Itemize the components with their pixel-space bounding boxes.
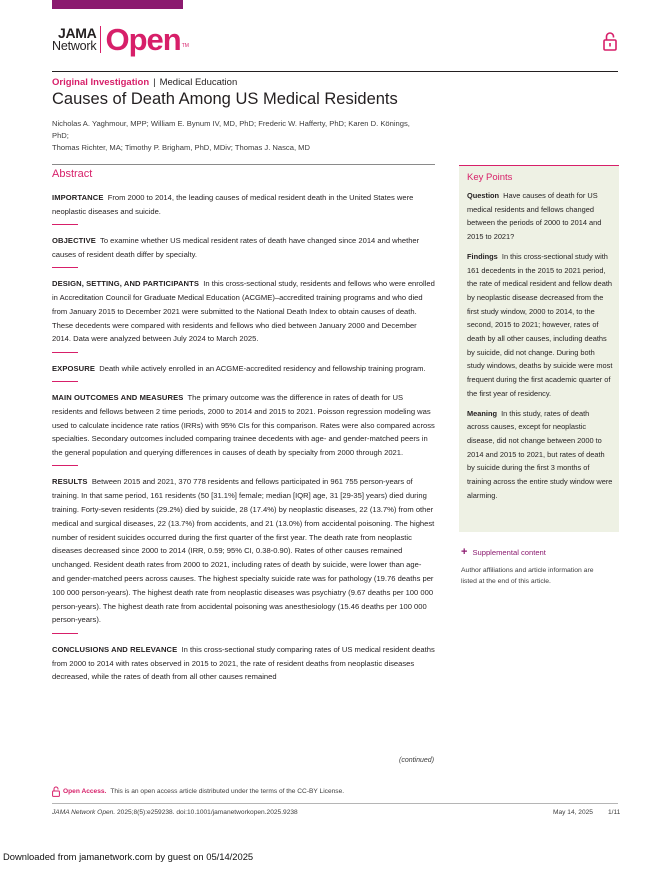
section-divider bbox=[52, 352, 78, 353]
supplemental-label: Supplemental content bbox=[472, 548, 546, 557]
key-points-box bbox=[459, 165, 619, 532]
section-label: OBJECTIVE bbox=[52, 236, 96, 246]
section-divider bbox=[52, 633, 78, 634]
authors-line-1: Nicholas A. Yaghmour, MPP; William E. Bynum IV, MD, PhD; Frederic W. Hafferty, PhD; Karen D. Könings, PhD; bbox=[52, 119, 410, 140]
section-text: To examine whether US medical resident rates of death have changed since 2014 and whether causes of resident death differ by specialty. bbox=[52, 236, 420, 259]
article-category: Medical Education bbox=[159, 77, 238, 88]
affiliations-note: Author affiliations and article information are listed at the end of this article. bbox=[461, 567, 594, 585]
section-label: MAIN OUTCOMES AND MEASURES bbox=[52, 392, 184, 402]
header-rule bbox=[52, 71, 618, 72]
key-point-label: Question bbox=[467, 191, 500, 200]
abstract-conclusions bbox=[52, 643, 435, 684]
section-text: In this cross-sectional study comparing rates of US medical resident deaths from 2000 to 2014 with rates observed in 2015 to 2021, the rate of resident deaths from neoplastic diseases decreased, while the rates of death from all other causes remained bbox=[52, 644, 435, 682]
author-list bbox=[52, 118, 422, 154]
section-text: Death while actively enrolled in an ACGME-accredited residency and fellowship training program. bbox=[99, 363, 426, 373]
continued-note: (continued) bbox=[399, 757, 435, 764]
section-divider bbox=[52, 267, 78, 268]
footer-citation bbox=[52, 809, 298, 816]
abstract-exposure bbox=[52, 362, 435, 376]
abstract-importance bbox=[52, 191, 435, 219]
key-point-text: In this cross-sectional study with 161 decedents in the 2015 to 2021 period, the rate of medical resident and fellow death by neoplastic disease decreased from the first study window, 2000 to 2014, to the second, 2015 to 2021; however, rates of death by all other causes, including deaths by suicide, did not change. During both study windows, deaths by suicide were most frequent during the first academic quarter of the first year of residency. bbox=[467, 251, 613, 398]
abstract-results bbox=[52, 475, 435, 627]
key-point-meaning bbox=[467, 407, 613, 503]
logo-trademark: TM bbox=[181, 43, 189, 49]
logo-wordmark bbox=[52, 26, 96, 53]
top-accent-bar bbox=[52, 0, 183, 9]
section-label: EXPOSURE bbox=[52, 363, 95, 373]
article-type: Original Investigation bbox=[52, 77, 150, 88]
section-label: IMPORTANCE bbox=[52, 193, 104, 202]
abstract-body bbox=[52, 191, 435, 684]
abstract-heading: Abstract bbox=[52, 168, 93, 180]
section-label: CONCLUSIONS AND RELEVANCE bbox=[52, 644, 178, 654]
abstract-design bbox=[52, 277, 435, 346]
section-label: DESIGN, SETTING, AND PARTICIPANTS bbox=[52, 279, 200, 289]
authors-line-2: Thomas Richter, MA; Timothy P. Brigham, PhD, MDiv; Thomas J. Nasca, MD bbox=[52, 143, 310, 152]
logo-jama: JAMA bbox=[57, 24, 97, 41]
logo-open: Open bbox=[105, 21, 181, 57]
key-point-question bbox=[467, 189, 613, 244]
section-divider bbox=[52, 381, 78, 382]
open-lock-icon bbox=[52, 786, 60, 797]
open-access-text: This is an open access article distributed under the terms of the CC-BY License. bbox=[110, 788, 345, 795]
section-text: From 2000 to 2014, the leading causes of medical resident death in the United States were neoplastic diseases and suicide. bbox=[52, 193, 414, 216]
abstract-outcomes bbox=[52, 391, 435, 460]
section-divider bbox=[52, 224, 78, 225]
plus-icon: + bbox=[461, 546, 468, 558]
open-access-note bbox=[52, 786, 344, 797]
journal-logo[interactable] bbox=[52, 21, 189, 57]
footer-citation-text: 2025;8(5):e259238. doi:10.1001/jamanetworkopen.2025.9238 bbox=[115, 809, 298, 816]
footer-journal-name: JAMA Network Open. bbox=[52, 809, 116, 816]
logo-divider bbox=[100, 26, 101, 53]
key-points-heading: Key Points bbox=[467, 172, 513, 183]
section-label: RESULTS bbox=[52, 477, 88, 487]
key-point-text: Have causes of death for US medical residents and fellows changed between the periods of 2000 to 2014 and 2015 to 2021? bbox=[467, 191, 602, 242]
download-notice: Downloaded from jamanetwork.com by guest on 05/14/2025 bbox=[3, 851, 254, 862]
section-text: Between 2015 and 2021, 370 778 residents and fellows participated in 961 755 person-years of training. In that same period, 161 residents (50 [31.1%] female; median [IQR] age, 31 [29-35] years) died during training. Forty-seven residents (29.2%) died by suicide, 28 (17.4%) by neoplastic diseases, 22 (13.7%) from other medical and surgical diseases, 22 (13.7%) from accidents, and 21 (13.0%) from accidental poisoning. The highest number of resident suicides occurred during the first quarter of the first year. The death rate from neoplastic diseases decreased since 2000 to 2014 (IRR, 0.59; 95% CI, 0.38-0.90). Rates of other causes remained unchanged. Resident death rates from 2000 to 2021, including rates of death by suicide, were lower than age- and gender-matched peers across causes. The highest specialty suicide rate was for pathology (19.76 deaths per 100 000 person-years). The highest death rate from neoplastic diseases was psychiatry (9.67 deaths per 100 000 person-years). The highest death rate from accidental poisoning was anesthesiology (15.46 deaths per 100 000 person-years). bbox=[52, 477, 435, 625]
footer-rule bbox=[52, 803, 618, 804]
section-text: In this cross-sectional study, residents and fellows who were enrolled in Accreditation Council for Graduate Medical Education (ACGME)–accredited training programs and who died from January 2015 to December 2021 were submitted to the National Death Index to obtain causes of death. These decedents were compared with residents and fellows who died between January 2000 and December 2014. Data were analyzed between July 2024 to March 2025. bbox=[52, 279, 435, 344]
footer-date: May 14, 2025 bbox=[553, 809, 593, 816]
article-title: Causes of Death Among US Medical Residents bbox=[52, 90, 398, 108]
footer-page-number: 1/11 bbox=[608, 809, 621, 816]
logo-network: Network bbox=[52, 38, 97, 53]
section-divider bbox=[52, 465, 78, 466]
article-type-line bbox=[52, 77, 237, 88]
section-text: The primary outcome was the difference in rates of death for US residents and fellows between 2 time periods, 2000 to 2014 and 2015 to 2021. Poisson regression modeling was used to calculate incidence rate ratios (IRRs) with 95% CIs for this comparison. Rates were also compared across specialties. Secondary outcomes included comparing trainee decedents with age- and gender-matched peers in the general population and querying differences in causes of death by specialty from 2000 through 2021. bbox=[52, 392, 435, 458]
key-point-label: Findings bbox=[467, 251, 498, 261]
open-access-label[interactable]: Open Access. bbox=[63, 788, 107, 795]
article-type-separator: | bbox=[153, 77, 156, 88]
key-point-label: Meaning bbox=[467, 408, 497, 418]
supplemental-content-link[interactable] bbox=[461, 547, 546, 558]
open-lock-icon bbox=[603, 31, 617, 51]
key-point-findings bbox=[467, 250, 613, 401]
key-point-text: In this study, rates of death across causes, except for neoplastic disease, did not change between 2000 to 2014 and 2015 to 2021, but rates of death by suicide during the first 3 months of training across the entire study window were alarming. bbox=[467, 408, 613, 500]
abstract-objective bbox=[52, 234, 435, 262]
abstract-rule bbox=[52, 164, 435, 165]
